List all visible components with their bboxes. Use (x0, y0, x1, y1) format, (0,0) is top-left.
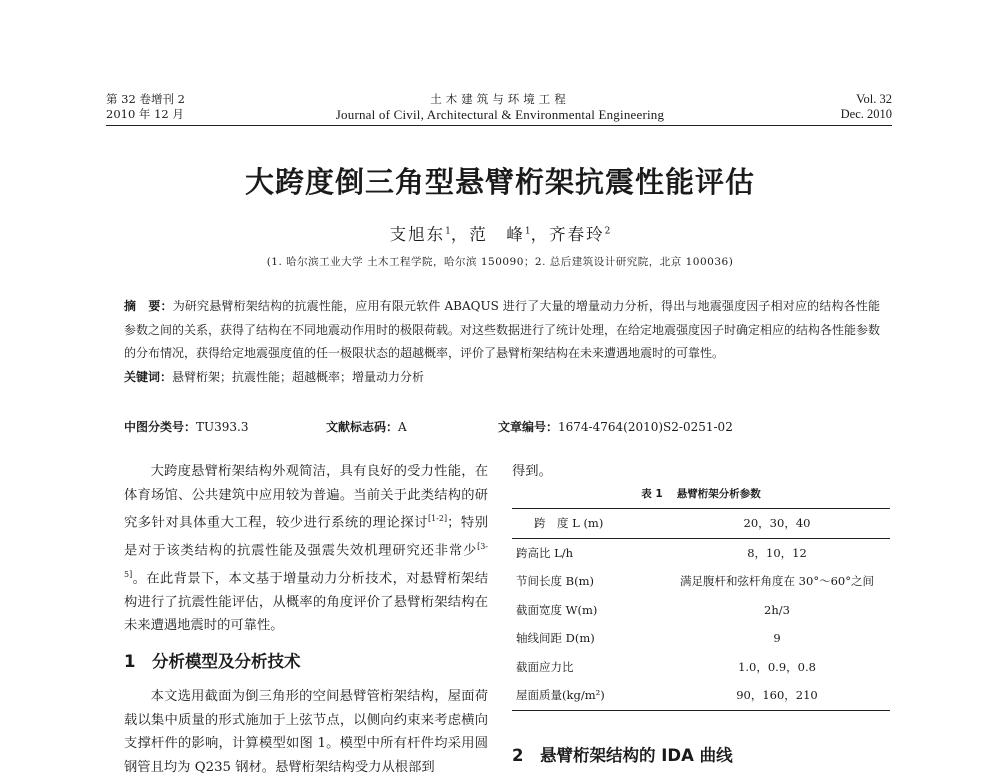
clc-label: 中图分类号： (124, 420, 197, 434)
article-no-label: 文章编号： (498, 420, 559, 434)
clc-value: TU393.3 (196, 420, 249, 434)
volume-en: Vol. 32 (856, 92, 892, 106)
keywords-label: 关键词： (124, 369, 173, 384)
table-cell: 轴线间距 D(m) (516, 631, 595, 646)
table-cell: 节间长度 B(m) (516, 574, 594, 589)
table-cell: 8，10，12 (747, 545, 807, 560)
section-heading (124, 650, 488, 674)
author-separator: ， (530, 225, 550, 244)
paper-title: 大跨度倒三角型悬臂桁架抗震性能评估 (244, 165, 755, 199)
journal-name-cn: 土木建筑与环境工程 (430, 92, 570, 106)
continued-text: 得到。 (512, 464, 552, 479)
header-rule (106, 125, 892, 126)
intro-text: 大跨度悬臂桁架结构外观简洁，具有良好的受力性能，在体育场馆、公共建筑中应用较为普遍。当前关于此类结构的研究多针对具体重大工程，较少进行系统的理论探讨 (124, 464, 488, 531)
section-title: 悬臂桁架结构的 IDA 曲线 (540, 746, 733, 765)
table-cell: 9 (773, 631, 781, 646)
intro-paragraph (124, 460, 488, 638)
table-cell: 截面应力比 (516, 659, 574, 674)
abstract-body (124, 295, 880, 366)
author-name: 支旭东 (389, 225, 446, 244)
table-row (512, 596, 890, 625)
journal-name-en: Journal of Civil, Architectural & Environmental Engineering (335, 107, 665, 122)
journal-volume-en (841, 92, 892, 122)
volume-issue: 第 32 卷增刊 2 (106, 92, 185, 106)
article-number (498, 418, 733, 435)
table-cell: 90，160，210 (736, 688, 818, 703)
table-cell: 1.0，0.9，0.8 (738, 659, 816, 674)
table-cell: 跨高比 L/h (516, 545, 574, 560)
table-cell: 跨 度 L (m) (534, 516, 604, 531)
doc-code-value: A (398, 420, 407, 434)
parameters-table (512, 508, 890, 711)
author-separator: ， (450, 225, 470, 244)
table-row (512, 653, 890, 682)
abstract-label: 摘 要： (124, 299, 173, 313)
author-affil-mark: 1 (524, 226, 531, 237)
abstract-text: 为研究悬臂桁架结构的抗震性能，应用有限元软件 ABAQUS 进行了大量的增量动力分析，得出与地震强度因子相对应的结构各性能参数之间的关系，获得了结构在不同地震动作用时的极限荷载。对这些数据进行了统计处理，在给定地震强度因子时确定相应的结构各性能参数的分布情况，获得给定地震强度值的任一极限状态的超越概率，评价了悬臂桁架结构在未来遭遇地震时的可靠性。 (124, 299, 881, 360)
clc-number (124, 418, 249, 435)
date-en: Dec. 2010 (840, 107, 892, 121)
author-name: 范 峰 (469, 225, 525, 244)
journal-name (300, 92, 700, 122)
left-column (124, 460, 488, 779)
table-cell: 20，30，40 (743, 516, 811, 531)
section-number: 2 (512, 746, 524, 765)
affiliations: (1. 哈尔滨工业大学 土木工程学院，哈尔滨 150090；2. 总后建筑设计研究院，北京 100036) (266, 256, 734, 268)
doc-code-label: 文献标志码： (326, 420, 399, 434)
article-no-value: 1674-4764(2010)S2-0251-02 (558, 420, 733, 434)
citation: [1-2] (427, 514, 448, 523)
body-paragraph: 本文选用截面为倒三角形的空间悬臂管桁架结构，屋面荷载以集中质量的形式施加于上弦节点，以侧向约束来考虑横向支撑杆件的影响，计算模型如图 1。模型中所有杆件均采用圆钢管且均为 Q235 钢材。悬臂桁架结构受力从根部到 (124, 689, 488, 775)
table-cell: 2h/3 (764, 602, 790, 617)
table-row (512, 567, 890, 596)
citation: [3-5] (124, 541, 488, 579)
table-cell: 屋面质量(kg/m²) (516, 688, 605, 703)
section-title: 分析模型及分析技术 (152, 651, 301, 671)
table-caption (512, 486, 890, 501)
journal-issue-info (106, 92, 185, 122)
keywords-text: 悬臂桁架；抗震性能；超越概率；增量动力分析 (172, 369, 425, 384)
keywords (124, 366, 880, 390)
abstract (124, 295, 880, 389)
table-cell: 截面宽度 W(m) (516, 602, 598, 617)
author-name: 齐春玲 (549, 225, 605, 244)
table-title: 悬臂桁架分析参数 (676, 488, 761, 500)
author-affil-mark: 2 (604, 226, 611, 237)
intro-text: ；特别是对于该类结构的抗震性能及强震失效机理研究还非常少 (124, 515, 489, 559)
document-code (326, 418, 407, 435)
publish-date: 2010 年 12 月 (106, 107, 184, 121)
author-affil-mark: 1 (445, 226, 451, 237)
table-row (512, 681, 890, 710)
table-cell: 满足腹杆和弦杆角度在 30°～60°之间 (680, 574, 874, 589)
intro-text: 。在此背景下，本文基于增量动力分析技术，对悬臂桁架结构进行了抗震性能评估，从概率的角度评价了悬臂桁架结构在未来遭遇地震时的可靠性。 (124, 571, 488, 634)
author-list (0, 221, 1000, 245)
table-number: 表 1 (641, 488, 663, 500)
section-heading (512, 742, 733, 766)
table-header-row (512, 509, 890, 539)
section-number: 1 (124, 651, 136, 671)
table-row (512, 538, 890, 567)
table-row (512, 624, 890, 653)
